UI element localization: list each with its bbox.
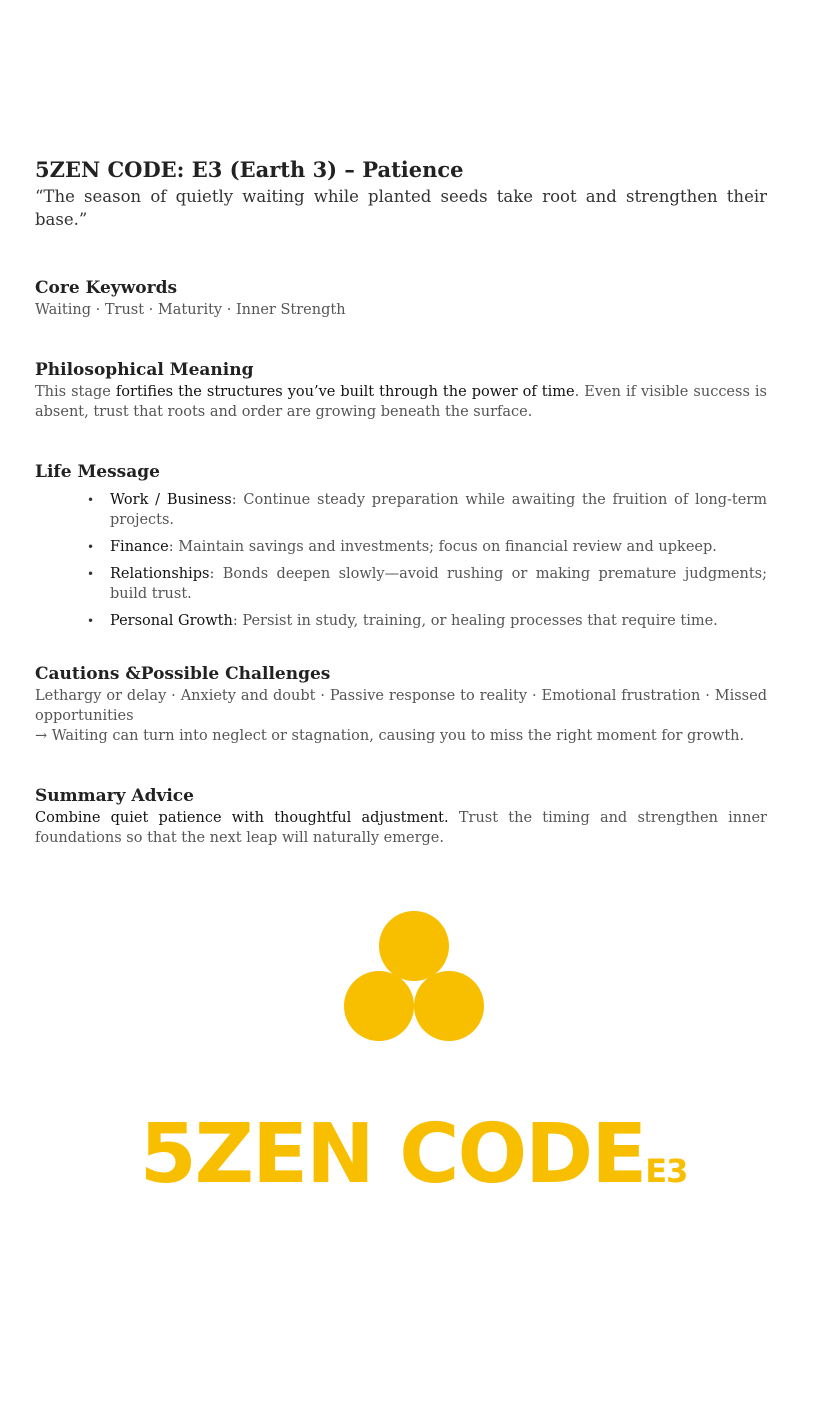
- cautions-list-text: Lethargy or delay · Anxiety and doubt · Passive response to reality · Emotional frustration · Missed opportunities: [35, 688, 767, 724]
- item-text: : Persist in study, training, or healing processes that require time.: [232, 613, 718, 629]
- list-item: [110, 611, 767, 631]
- three-circles-icon: [0, 905, 827, 1105]
- life-message-list: [35, 490, 767, 631]
- list-item: [110, 564, 767, 604]
- logo-wordmark: [0, 1105, 827, 1221]
- section-summary-advice: [35, 784, 767, 848]
- emphasis-text: Combine quiet patience with thoughtful adjustment.: [35, 810, 449, 826]
- page-title: 5ZEN CODE: E3 (Earth 3) – Patience: [35, 157, 464, 182]
- item-text: : Maintain savings and investments; focus on financial review and upkeep.: [168, 539, 717, 555]
- text-span: This stage: [35, 384, 116, 400]
- logo-circle-right: [414, 971, 484, 1041]
- section-heading: Core Keywords: [35, 278, 178, 298]
- item-label: Work / Business: [110, 492, 232, 508]
- logo-circle-left: [344, 971, 414, 1041]
- section-heading: Life Message: [35, 462, 160, 482]
- document-page: [35, 155, 767, 848]
- text-span: Trust the timing and strengthen inner foundations so that the next leap will naturally emerge.: [35, 810, 767, 846]
- cautions-note: → Waiting can turn into neglect or stagnation, causing you to miss the right moment for growth.: [35, 728, 745, 744]
- text-span: . Even if visible success is absent, trust that roots and order are growing beneath the surface.: [35, 384, 768, 420]
- item-label: Personal Growth: [110, 613, 233, 629]
- section-philosophical-meaning: [35, 358, 767, 422]
- keywords-text: Waiting · Trust · Maturity · Inner Strength: [35, 302, 346, 318]
- item-text: : Continue steady preparation while awaiting the fruition of long-term projects.: [110, 492, 767, 528]
- philosophical-text: [35, 382, 767, 422]
- logo-wordmark-text: 5ZEN CODE: [139, 1107, 646, 1202]
- list-item: [110, 537, 767, 557]
- section-cautions: [35, 662, 767, 746]
- item-text: : Bonds deepen slowly—avoid rushing or making premature judgments; build trust.: [110, 566, 767, 602]
- section-heading: Cautions &Possible Challenges: [35, 664, 331, 684]
- logo-code: E3: [645, 1152, 688, 1190]
- list-item: [110, 490, 767, 530]
- quote: “The season of quietly waiting while planted seeds take root and strengthen their base.”: [35, 187, 767, 229]
- section-heading: Philosophical Meaning: [35, 360, 254, 380]
- item-label: Relationships: [110, 566, 210, 582]
- section-life-message: [35, 460, 767, 631]
- section-core-keywords: [35, 276, 767, 320]
- summary-text: [35, 808, 767, 848]
- item-label: Finance: [110, 539, 169, 555]
- logo-circle-top: [379, 911, 449, 981]
- emphasis-text: fortifies the structures you’ve built through the power of time: [115, 384, 575, 400]
- section-heading: Summary Advice: [35, 786, 194, 806]
